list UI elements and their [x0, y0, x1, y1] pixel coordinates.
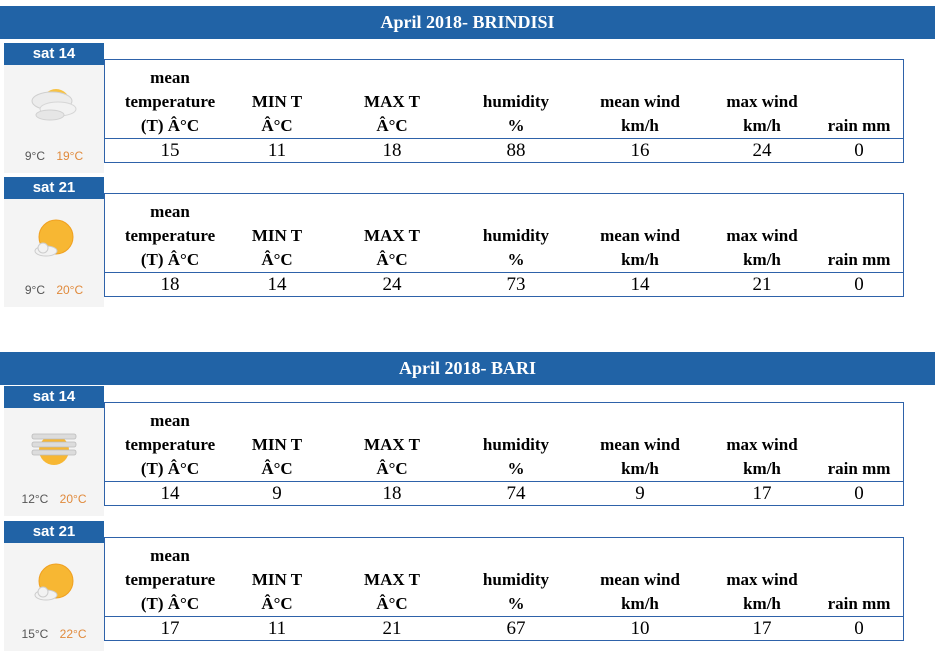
high-temp: 22°C	[59, 627, 87, 641]
day-label: sat 21	[4, 521, 104, 543]
value-max-wind: 17	[752, 618, 772, 639]
header-rain: rain mm	[827, 594, 891, 613]
city-title: April 2018- BARI	[0, 352, 935, 385]
header-mean-temp: mean temperature (T) Â°C	[124, 411, 216, 478]
header-max-t: MAX T Â°C	[364, 92, 420, 135]
sun-cloud-icon	[28, 213, 80, 265]
high-temp: 19°C	[56, 149, 84, 163]
header-humidity: humidity %	[482, 435, 550, 478]
value-humidity: 74	[506, 483, 526, 504]
header-min-t: MIN T Â°C	[251, 92, 303, 135]
value-mean-wind: 10	[630, 618, 650, 639]
header-min-t: MIN T Â°C	[251, 226, 303, 269]
low-temp: 12°C	[21, 492, 49, 506]
value-min-t: 9	[272, 483, 282, 504]
table-header	[105, 194, 903, 272]
header-mean-temp: mean temperature (T) Â°C	[124, 68, 216, 135]
day-label: sat 14	[4, 43, 104, 65]
high-temp: 20°C	[59, 492, 87, 506]
header-max-wind: max wind km/h	[726, 92, 798, 135]
header-humidity: humidity %	[482, 570, 550, 613]
low-temp: 15°C	[21, 627, 49, 641]
value-humidity: 73	[506, 274, 526, 295]
header-mean-wind: mean wind km/h	[600, 570, 680, 613]
value-max-wind: 21	[752, 274, 772, 295]
value-mean-temp: 18	[160, 274, 180, 295]
value-mean-wind: 16	[630, 140, 650, 161]
header-humidity: humidity %	[482, 92, 550, 135]
cloudy-sun-icon	[28, 79, 80, 131]
low-temp: 9°C	[24, 283, 45, 297]
header-max-wind: max wind km/h	[726, 435, 798, 478]
header-humidity: humidity %	[482, 226, 550, 269]
header-rain: rain mm	[827, 459, 891, 478]
value-mean-temp: 14	[160, 483, 180, 504]
header-max-t: MAX T Â°C	[364, 226, 420, 269]
value-max-wind: 17	[752, 483, 772, 504]
temperature-range	[4, 147, 104, 165]
high-temp: 20°C	[56, 283, 84, 297]
value-mean-temp: 17	[160, 618, 180, 639]
fog-sun-icon	[28, 422, 80, 474]
header-min-t: MIN T Â°C	[251, 570, 303, 613]
header-max-t: MAX T Â°C	[364, 435, 420, 478]
value-min-t: 14	[267, 274, 287, 295]
weather-table	[104, 402, 904, 506]
weather-table	[104, 193, 904, 297]
day-block	[0, 386, 935, 516]
day-block	[0, 521, 935, 651]
temperature-range	[4, 490, 104, 508]
day-block	[0, 177, 935, 307]
value-mean-temp: 15	[160, 140, 180, 161]
value-humidity: 88	[506, 140, 526, 161]
header-max-wind: max wind km/h	[726, 226, 798, 269]
header-max-wind: max wind km/h	[726, 570, 798, 613]
value-max-t: 18	[382, 140, 402, 161]
header-max-t: MAX T Â°C	[364, 570, 420, 613]
sun-cloud-icon	[28, 557, 80, 609]
day-block	[0, 43, 935, 173]
table-header	[105, 60, 903, 138]
low-temp: 9°C	[24, 149, 45, 163]
day-label: sat 21	[4, 177, 104, 199]
value-mean-wind: 14	[630, 274, 650, 295]
table-row	[105, 481, 903, 505]
header-min-t: MIN T Â°C	[251, 435, 303, 478]
temperature-range	[4, 625, 104, 643]
table-row	[105, 138, 903, 162]
header-mean-wind: mean wind km/h	[600, 92, 680, 135]
value-min-t: 11	[267, 618, 287, 639]
header-rain: rain mm	[827, 116, 891, 135]
value-max-t: 21	[382, 618, 402, 639]
value-humidity: 67	[506, 618, 526, 639]
value-max-wind: 24	[752, 140, 772, 161]
value-min-t: 11	[267, 140, 287, 161]
value-max-t: 24	[382, 274, 402, 295]
header-rain: rain mm	[827, 250, 891, 269]
header-mean-temp: mean temperature (T) Â°C	[124, 202, 216, 269]
temperature-range	[4, 281, 104, 299]
value-max-t: 18	[382, 483, 402, 504]
header-mean-wind: mean wind km/h	[600, 226, 680, 269]
day-label: sat 14	[4, 386, 104, 408]
value-rain: 0	[854, 140, 864, 161]
table-header	[105, 538, 903, 616]
value-rain: 0	[854, 274, 864, 295]
weather-table	[104, 537, 904, 641]
value-mean-wind: 9	[635, 483, 645, 504]
header-mean-temp: mean temperature (T) Â°C	[124, 546, 216, 613]
table-row	[105, 272, 903, 296]
weather-table	[104, 59, 904, 163]
table-row	[105, 616, 903, 640]
table-header	[105, 403, 903, 481]
header-mean-wind: mean wind km/h	[600, 435, 680, 478]
value-rain: 0	[854, 483, 864, 504]
city-title: April 2018- BRINDISI	[0, 6, 935, 39]
value-rain: 0	[854, 618, 864, 639]
